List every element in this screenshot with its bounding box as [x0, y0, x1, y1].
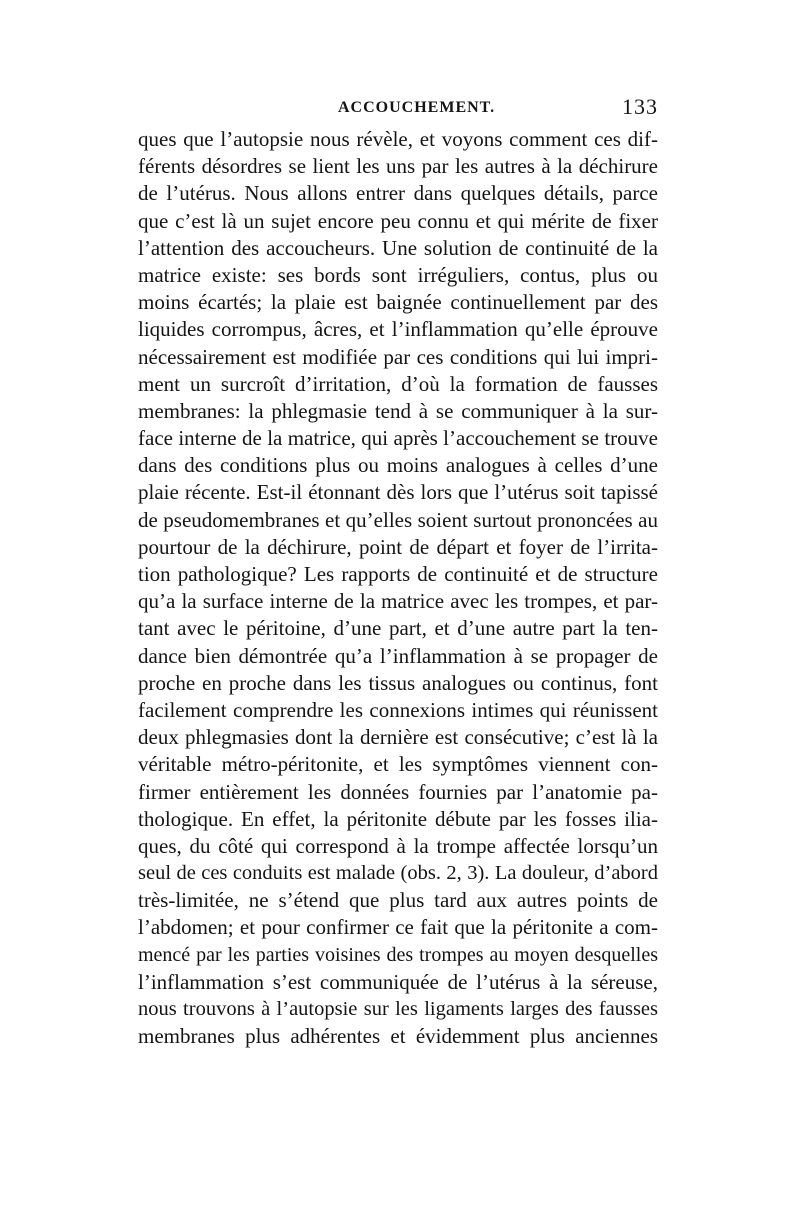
text-line: membranes: la phlegmasie tend à se communiquer à la sur-	[138, 398, 658, 423]
text-line: plaie récente. Est-il étonnant dès lors que l’utérus soit tapissé	[138, 480, 658, 505]
text-line: nous trouvons à l’autopsie sur les ligaments larges des fausses	[138, 998, 658, 1020]
text-line: dance bien démontrée qu’a l’inflammation à se propager de	[138, 643, 658, 668]
text-line: liquides corrompus, âcres, et l’inflammation qu’elle éprouve	[138, 317, 658, 342]
text-line: ment un surcroît d’irritation, d’où la formation de fausses	[138, 371, 658, 396]
text-line: pourtour de la déchirure, point de départ et foyer de l’irrita-	[138, 534, 658, 559]
text-line: très-limitée, ne s’étend que plus tard aux autres points de	[138, 888, 658, 913]
text-line: matrice existe: ses bords sont irréguliers, contus, plus ou	[138, 262, 658, 287]
text-line: l’attention des accoucheurs. Une solution de continuité de la	[138, 235, 658, 260]
text-line: de l’utérus. Nous allons entrer dans quelques détails, parce	[138, 181, 658, 206]
text-line: deux phlegmasies dont la dernière est consécutive; c’est là la	[138, 725, 658, 750]
text-line: tion pathologique? Les rapports de continuité et de structure	[138, 562, 658, 586]
page-number: 133	[622, 94, 658, 119]
text-line: de pseudomembranes et qu’elles soient surtout prononcées au	[138, 507, 658, 532]
text-line: facilement comprendre les connexions intimes qui réunissent	[138, 697, 658, 722]
text-line: qu’a la surface interne de la matrice avec les trompes, et par-	[138, 589, 658, 614]
text-line: l’inflammation s’est communiquée de l’utérus à la séreuse,	[138, 969, 658, 994]
text-line: membranes plus adhérentes et évidemment plus anciennes	[138, 1024, 658, 1049]
text-line: que c’est là un sujet encore peu connu et qui mérite de fixer	[138, 208, 658, 233]
running-header	[138, 96, 658, 120]
text-line: proche en proche dans les tissus analogues ou continus, font	[138, 670, 658, 695]
text-line: ques, du côté qui correspond à la trompe affectée lorsqu’un	[138, 833, 658, 858]
text-line: ques que l’autopsie nous révèle, et voyons comment ces dif-	[138, 127, 658, 151]
text-line: dans des conditions plus ou moins analogues à celles d’une	[138, 453, 658, 478]
text-line: face interne de la matrice, qui après l’accouchement se trouve	[138, 426, 658, 451]
text-line: thologique. En effet, la péritonite débute par les fosses ilia-	[138, 806, 658, 831]
text-line: véritable métro-péritonite, et les symptômes viennent con-	[138, 752, 658, 777]
text-line: seul de ces conduits est malade (obs. 2, 3). La douleur, d’abord	[138, 862, 658, 885]
text-line: tant avec le péritoine, d’une part, et d’une autre part la ten-	[138, 616, 658, 641]
text-line: moins écartés; la plaie est baignée continuellement par des	[138, 290, 658, 315]
body-text	[138, 126, 658, 1050]
text-line: firmer entièrement les données fournies par l’anatomie pa-	[138, 779, 658, 804]
running-title: ACCOUCHEMENT.	[338, 99, 496, 116]
text-line: nécessairement est modifiée par ces conditions qui lui impri-	[138, 344, 658, 369]
text-line: mencé par les parties voisines des trompes au moyen desquelles	[138, 943, 658, 966]
text-line: l’abdomen; et pour confirmer ce fait que la péritonite a com-	[138, 915, 658, 940]
text-line: férents désordres se lient les uns par les autres à la déchirure	[138, 154, 658, 179]
